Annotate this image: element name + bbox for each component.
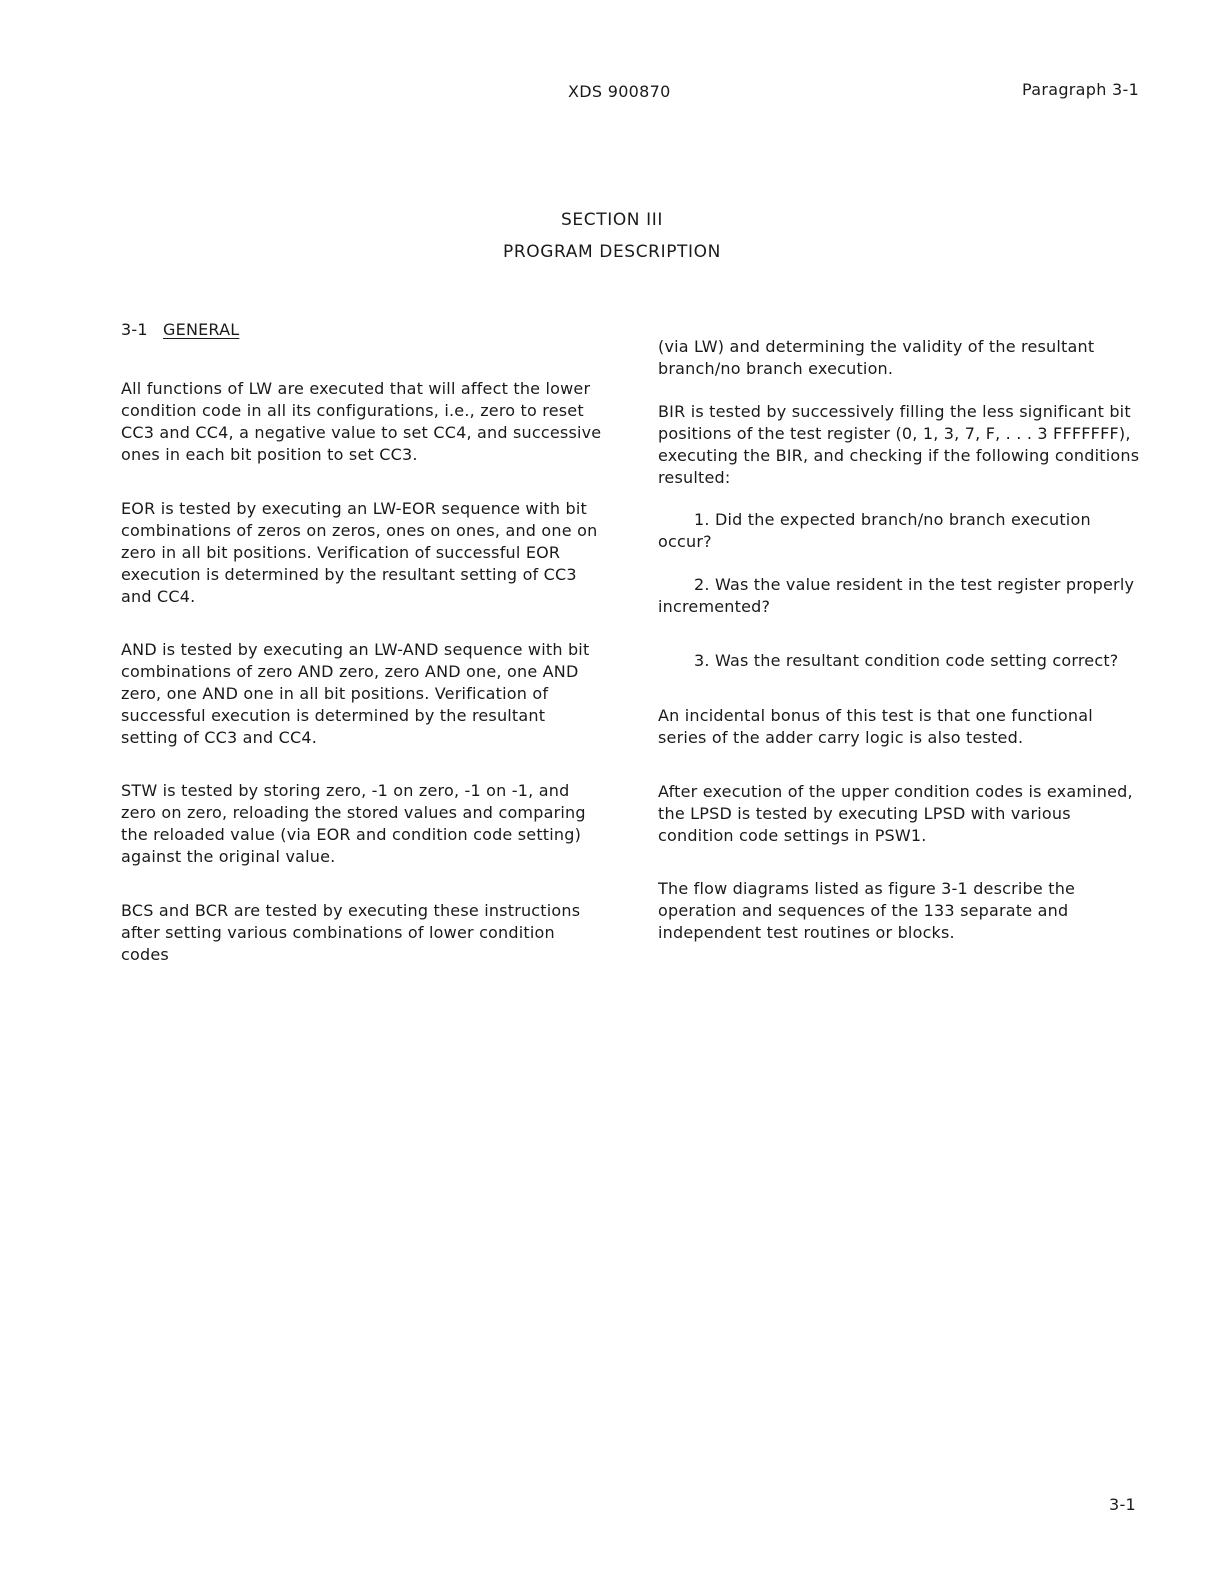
page-number: 3-1 [1109,1495,1137,1514]
document-number: XDS 900870 [568,82,671,101]
paragraph-heading [121,319,607,341]
paragraph-flow-diagrams: The flow diagrams listed as figure 3-1 describe the operation and sequences of the 133 separate and independent test routines or blocks. [658,879,1076,942]
left-column [121,319,607,341]
list-item-1: 1. Did the expected branch/no branch execution occur? [658,510,1091,551]
paragraph-bir: BIR is tested by successively filling the less significant bit positions of the test register (0, 1, 3, 7, F, . . . 3 FFFFFFF), executing the BIR, and checking if the following conditions resulted: [658,402,1140,487]
paragraph-eor: EOR is tested by executing an LW-EOR sequence with bit combinations of zeros on zeros, ones on ones, and one on zero in all bit positions. Verification of successful EOR execution is determined by the resultant setting of CC3 and CC4. [121,499,598,606]
paragraph-bonus: An incidental bonus of this test is that one functional series of the adder carry logic is also tested. [658,706,1093,747]
paragraph-lpsd: After execution of the upper condition codes is examined, the LPSD is tested by executing LPSD with various condition code settings in PSW1. [658,782,1133,845]
paragraph-and: AND is tested by executing an LW-AND sequence with bit combinations of zero AND zero, zero AND one, one AND zero, one AND one in all bit positions. Verification of successful execution is determined by the resultant setting of CC3 and CC4. [121,640,590,747]
list-item-2: 2. Was the value resident in the test register properly incremented? [658,575,1135,616]
section-number: SECTION III [561,210,663,230]
paragraph-reference: Paragraph 3-1 [1022,80,1140,99]
list-item-3: 3. Was the resultant condition code setting correct? [694,651,1119,670]
paragraph-bcs-bcr: BCS and BCR are tested by executing these instructions after setting various combinations of lower condition codes [121,901,581,964]
paragraph-continuation: (via LW) and determining the validity of the resultant branch/no branch execution. [658,337,1095,378]
heading-number: 3-1 [121,320,148,339]
section-title: PROGRAM DESCRIPTION [503,242,721,262]
paragraph-stw: STW is tested by storing zero, -1 on zero, -1 on -1, and zero on zero, reloading the stored values and comparing the reloaded value (via EOR and condition code setting) against the original value. [121,781,586,866]
heading-label: GENERAL [163,320,240,339]
paragraph-lw: All functions of LW are executed that will affect the lower condition code in all its configurations, i.e., zero to reset CC3 and CC4, a negative value to set CC4, and successive ones in each bit position to set CC3. [121,379,602,464]
